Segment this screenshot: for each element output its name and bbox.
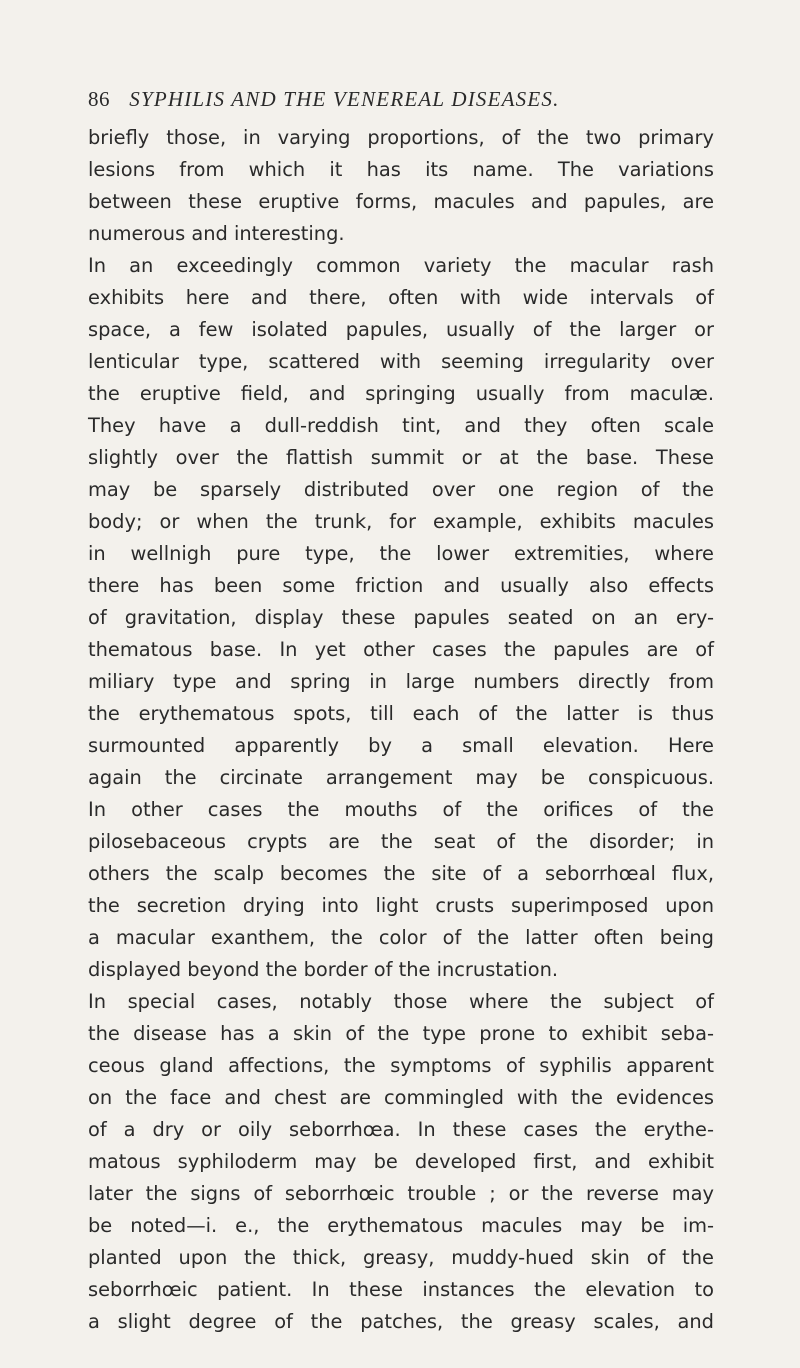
text-line: slightly over the flattish summit or at the base. These (88, 446, 714, 469)
text-line: the erythematous spots, till each of the latter is thus (88, 702, 714, 725)
text-line: They have a dull-reddish tint, and they often scale (88, 414, 714, 437)
text-line: space, a few isolated papules, usually of the larger or (88, 318, 714, 341)
text-line: briefly those, in varying proportions, of the two primary (88, 126, 714, 149)
body-text (88, 122, 714, 1338)
text-line: displayed beyond the border of the incrustation. (88, 958, 559, 981)
text-line: In special cases, notably those where the subject of (88, 990, 714, 1013)
page-number: 86 (88, 87, 110, 111)
text-line: surmounted apparently by a small elevation. Here (88, 734, 714, 757)
text-line: pilosebaceous crypts are the seat of the disorder; in (88, 830, 714, 853)
text-line: the disease has a skin of the type prone to exhibit seba- (88, 1022, 714, 1045)
text-line: be noted—i. e., the erythematous macules may be im- (88, 1214, 714, 1237)
book-page (88, 84, 714, 1338)
running-title: SYPHILIS AND THE VENEREAL DISEASES. (129, 87, 560, 111)
text-line: between these eruptive forms, macules and papules, are (88, 190, 714, 213)
text-line: lenticular type, scattered with seeming irregularity over (88, 350, 714, 373)
text-line: In an exceedingly common variety the macular rash (88, 254, 714, 277)
text-line: there has been some friction and usually also effects (88, 574, 714, 597)
text-line: lesions from which it has its name. The variations (88, 158, 714, 181)
running-head (88, 84, 714, 114)
text-line: exhibits here and there, often with wide intervals of (88, 286, 714, 309)
text-line: the secretion drying into light crusts superimposed upon (88, 894, 714, 917)
text-line: In other cases the mouths of the orifices of the (88, 798, 714, 821)
text-line: ceous gland affections, the symptoms of syphilis apparent (88, 1054, 714, 1077)
text-line: later the signs of seborrhœic trouble ; or the reverse may (88, 1182, 714, 1205)
text-line: body; or when the trunk, for example, exhibits macules (88, 510, 714, 533)
text-line: on the face and chest are commingled with the evidences (88, 1086, 714, 1109)
text-line: numerous and interesting. (88, 222, 345, 245)
text-line: of gravitation, display these papules seated on an ery- (88, 606, 714, 629)
text-line: a slight degree of the patches, the greasy scales, and (88, 1310, 714, 1333)
text-line: planted upon the thick, greasy, muddy-hued skin of the (88, 1246, 714, 1269)
text-line: of a dry or oily seborrhœa. In these cases the erythe- (88, 1118, 714, 1141)
text-line: others the scalp becomes the site of a seborrhœal flux, (88, 862, 714, 885)
text-line: may be sparsely distributed over one region of the (88, 478, 714, 501)
text-line: in wellnigh pure type, the lower extremities, where (88, 542, 714, 565)
text-line: miliary type and spring in large numbers directly from (88, 670, 714, 693)
text-line: the eruptive field, and springing usually from maculæ. (88, 382, 714, 405)
text-line: again the circinate arrangement may be conspicuous. (88, 766, 714, 789)
text-line: seborrhœic patient. In these instances the elevation to (88, 1278, 714, 1301)
text-line: a macular exanthem, the color of the latter often being (88, 926, 714, 949)
text-line: matous syphiloderm may be developed first, and exhibit (88, 1150, 714, 1173)
text-line: thematous base. In yet other cases the papules are of (88, 638, 714, 661)
